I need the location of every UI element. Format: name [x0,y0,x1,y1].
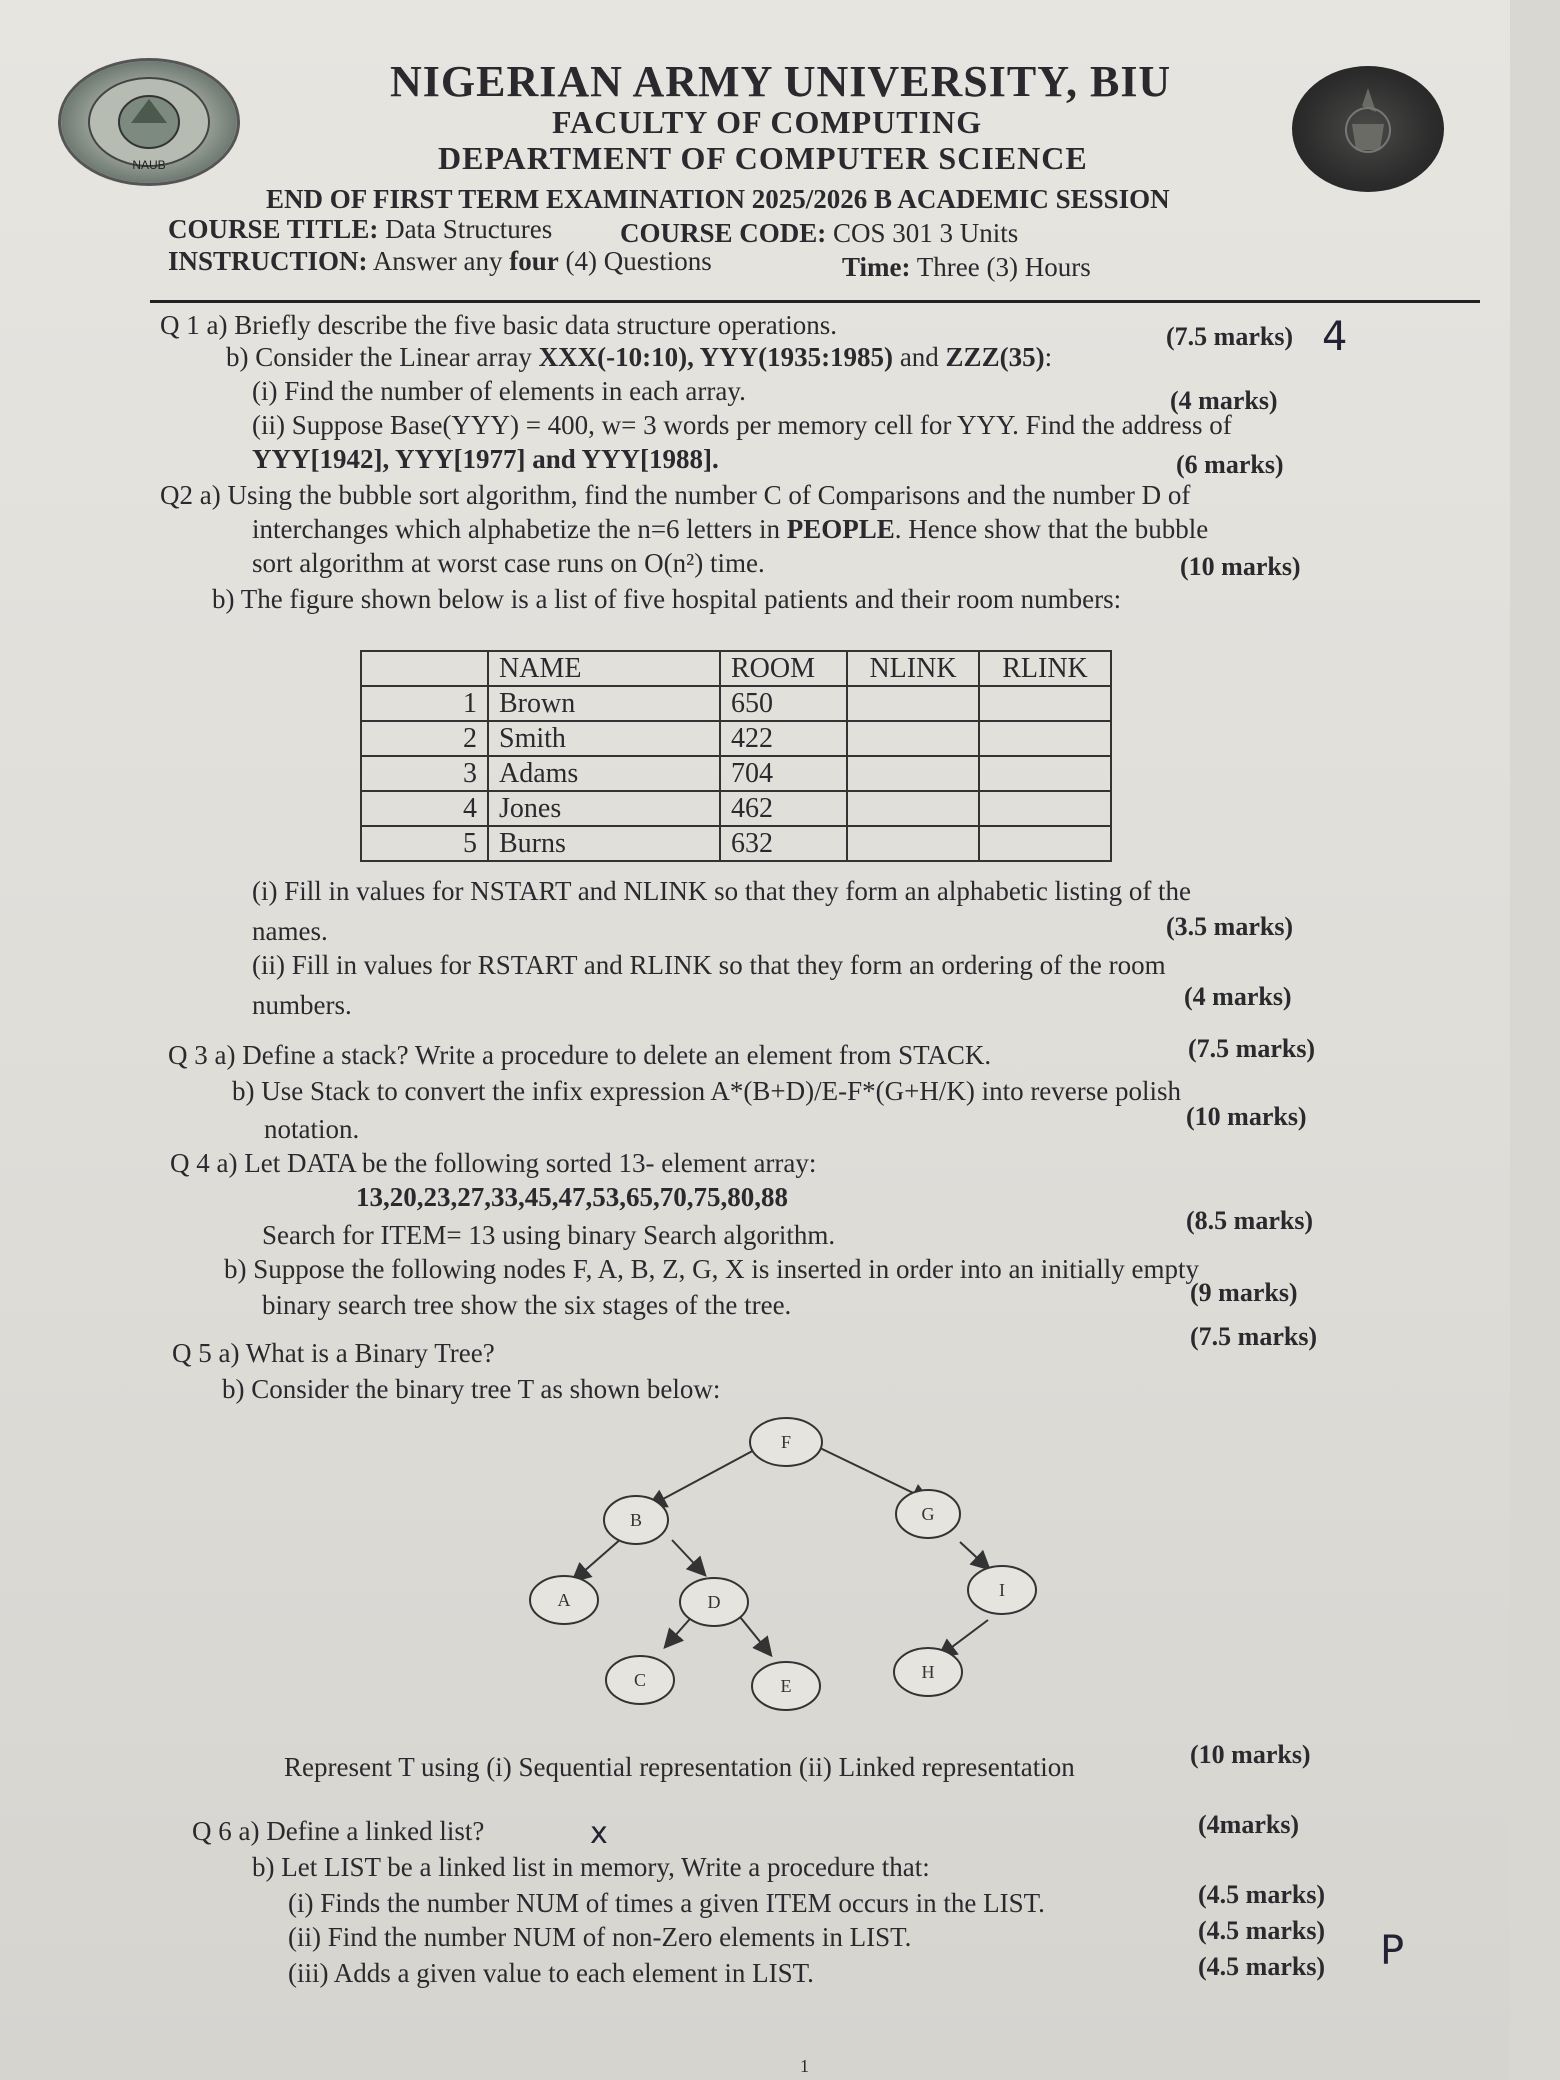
q2a-line2 [252,514,1208,545]
q2bi-line2: names. [252,916,328,946]
tree-node-label: F [780,1432,792,1452]
rlink-cell [979,756,1111,791]
faculty-emblem-logo [1292,66,1444,192]
instruction-pre: Answer any [372,246,503,276]
tree-node-label: D [707,1592,721,1612]
q1b [226,342,1052,373]
q2bii-marks: (4 marks) [1184,982,1292,1011]
time-line [842,252,1091,283]
q6bii-marks: (4.5 marks) [1198,1916,1326,1945]
q2a-line2-pre: interchanges which alphabetize the n=6 letters in [252,514,787,544]
q2bi-marks: (3.5 marks) [1166,912,1294,941]
room-number: 632 [720,826,847,861]
tree-node-label: E [780,1676,792,1696]
q2bi-line1: (i) Fill in values for NSTART and NLINK so that they form an alphabetic listing of the [252,876,1192,906]
rlink-cell [979,826,1111,861]
room-number: 704 [720,756,847,791]
tree-node-label: A [557,1590,571,1610]
patient-name: Burns [488,826,720,861]
patients-table [360,650,1112,862]
university-name: NIGERIAN ARMY UNIVERSITY, BIU [390,57,1172,106]
department-name: DEPARTMENT OF COMPUTER SCIENCE [438,140,1088,176]
rlink-cell [979,791,1111,826]
q1bii-marks: (6 marks) [1176,450,1284,479]
q4b-line1: b) Suppose the following nodes F, A, B, Z, G, X is inserted in order into an initially empty [224,1254,1199,1284]
q6bi: (i) Finds the number NUM of times a given ITEM occurs in the LIST. [288,1888,1045,1918]
exam-title: END OF FIRST TERM EXAMINATION 2025/2026 B ACADEMIC SESSION [266,184,1170,214]
university-crest-logo [58,58,240,186]
q3a-marks: (7.5 marks) [1188,1034,1316,1063]
nlink-cell [847,721,979,756]
table-row [361,791,1111,826]
q2a-marks: (10 marks) [1180,552,1301,581]
q1a: Q 1 a) Briefly describe the five basic data structure operations. [160,310,837,340]
course-title-label: COURSE TITLE: [168,214,379,244]
crest-ring-icon [61,61,237,183]
instruction-bold: four [509,246,559,276]
time-label: Time: [842,252,911,282]
course-code-value: COS 301 3 Units [833,218,1019,248]
patient-name: Smith [488,721,720,756]
q4-search: Search for ITEM= 13 using binary Search algorithm. [262,1220,836,1250]
q2a-line1: Q2 a) Using the bubble sort algorithm, find the number C of Comparisons and the number D of [160,480,1191,510]
handwritten-side-mark: P [1380,1928,1405,1974]
room-number: 650 [720,686,847,721]
col-name: NAME [488,651,720,686]
edge-b-d [672,1540,704,1574]
tree-node-label: C [633,1670,647,1690]
edge-f-b [650,1448,758,1506]
tree-node-label: I [999,1580,1005,1600]
patient-name: Brown [488,686,720,721]
q3b-line2: notation. [264,1114,360,1144]
tree-node-label: B [629,1510,643,1530]
edge-b-a [574,1538,622,1580]
col-rlink: RLINK [979,651,1111,686]
room-number: 462 [720,791,847,826]
edge-d-e [736,1612,770,1654]
q5-represent-marks: (10 marks) [1190,1740,1311,1769]
rlink-cell [979,686,1111,721]
course-title-value: Data Structures [385,214,553,244]
edge-g-i [960,1542,988,1568]
room-number: 422 [720,721,847,756]
table-row [361,686,1111,721]
q2bii-line1: (ii) Fill in values for RSTART and RLINK so that they form an ordering of the room [252,950,1166,980]
q3b-line1: b) Use Stack to convert the infix expression A*(B+D)/E-F*(G+H/K) into reverse polish [232,1076,1182,1106]
nlink-cell [847,756,979,791]
instruction-label: INSTRUCTION: [168,246,368,276]
faculty-name: FACULTY OF COMPUTING [552,104,983,140]
nlink-cell [847,826,979,861]
q5a: Q 5 a) What is a Binary Tree? [172,1338,495,1368]
binary-tree-diagram [500,1410,1060,1720]
q1bii: (ii) Suppose Base(YYY) = 400, w= 3 words per memory cell for YYY. Find the address of [252,410,1232,440]
emblem-icon [1292,66,1444,192]
course-code-line [620,218,1018,249]
q4-data-array: 13,20,23,27,33,45,47,53,65,70,75,80,88 [356,1182,788,1212]
row-index: 2 [361,721,488,756]
q2bii-line2: numbers. [252,990,352,1020]
q4a: Q 4 a) Let DATA be the following sorted 13- element array: [170,1148,817,1178]
q5b: b) Consider the binary tree T as shown below: [222,1374,721,1404]
q2a-line3: sort algorithm at worst case runs on O(n²) time. [252,548,765,578]
q5a-marks: (7.5 marks) [1190,1322,1318,1351]
instruction-post: (4) Questions [565,246,712,276]
q6biii: (iii) Adds a given value to each element in LIST. [288,1958,814,1988]
q6a: Q 6 a) Define a linked list? [192,1816,485,1846]
row-index: 1 [361,686,488,721]
q1b-arrays: XXX(-10:10), YYY(1935:1985) [538,342,894,372]
tree-node-label: H [921,1662,935,1682]
q1a-marks: (7.5 marks) [1166,322,1294,351]
q2a-word: PEOPLE [786,514,895,544]
table-row [361,826,1111,861]
course-title-line [168,214,552,245]
q1b-mid: and [893,342,946,372]
nlink-cell [847,686,979,721]
patient-name: Jones [488,791,720,826]
q1bi-marks: (4 marks) [1170,386,1278,415]
q3b-marks: (10 marks) [1186,1102,1307,1131]
row-index: 5 [361,826,488,861]
instruction-line [168,246,712,277]
table-row [361,756,1111,791]
table-header-row [361,651,1111,686]
col-nlink: NLINK [847,651,979,686]
q4b-marks: (9 marks) [1190,1278,1298,1307]
q6a-marks: (4marks) [1198,1810,1300,1839]
header-divider [150,300,1480,303]
page-number: 1 [800,2056,809,2076]
course-code-label: COURSE CODE: [620,218,827,248]
row-index: 3 [361,756,488,791]
time-value: Three (3) Hours [916,252,1091,282]
q2a-line2-post: . Hence show that the bubble [894,514,1209,544]
q1b-pre: b) Consider the Linear array [226,342,539,372]
q1bii-line2: YYY[1942], YYY[1977] and YYY[1988]. [252,444,719,474]
tree-node-label: G [921,1504,935,1524]
edge-i-h [940,1620,988,1656]
row-index: 4 [361,791,488,826]
q3a: Q 3 a) Define a stack? Write a procedure to delete an element from STACK. [168,1040,992,1070]
handwritten-x-mark: x [590,1816,608,1851]
q1b-post: : [1044,342,1053,372]
q2b: b) The figure shown below is a list of five hospital patients and their room numbers: [212,584,1122,614]
q5-represent: Represent T using (i) Sequential representation (ii) Linked representation [284,1752,1075,1782]
crest-abbr: NAUB [132,158,166,172]
q6bi-marks: (4.5 marks) [1198,1880,1326,1909]
table-corner [361,651,488,686]
table-row [361,721,1111,756]
q6bii: (ii) Find the number NUM of non-Zero elements in LIST. [288,1922,912,1952]
q1bi: (i) Find the number of elements in each array. [252,376,746,406]
q4b-line2: binary search tree show the six stages of the tree. [262,1290,792,1320]
q6biii-marks: (4.5 marks) [1198,1952,1326,1981]
col-room: ROOM [720,651,847,686]
q1b-zzz: ZZZ(35) [945,342,1045,372]
patient-name: Adams [488,756,720,791]
rlink-cell [979,721,1111,756]
handwritten-score: 4 [1322,314,1348,360]
nlink-cell [847,791,979,826]
q4a-marks: (8.5 marks) [1186,1206,1314,1235]
q6b: b) Let LIST be a linked list in memory, Write a procedure that: [252,1852,930,1882]
